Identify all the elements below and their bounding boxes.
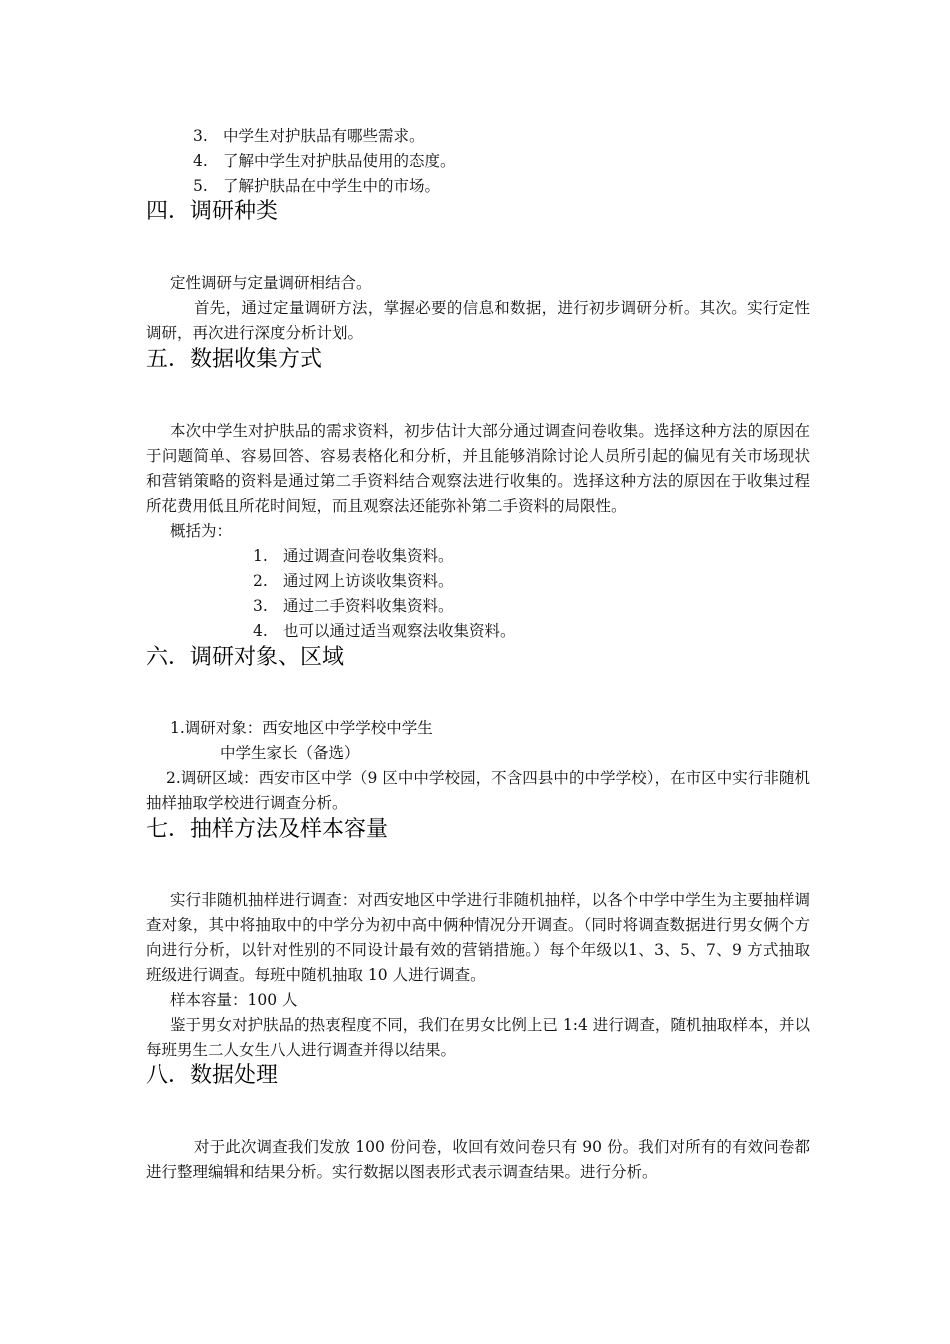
list-item: 5. 了解护肤品在中学生中的市场。 xyxy=(193,177,441,195)
paragraph: 1.调研对象：西安地区中学学校中学生 xyxy=(170,719,433,737)
list-item: 1. 通过调查问卷收集资料。 xyxy=(253,547,454,565)
paragraph: 鉴于男女对护肤品的热衷程度不同，我们在男女比例上已 1:4 进行调查，随机抽取样本，并以每班男生二人女生八人进行调查并得以结果。 xyxy=(146,1016,810,1059)
section-heading: 八．数据处理 xyxy=(146,1063,279,1088)
paragraph: 实行非随机抽样进行调查：对西安地区中学进行非随机抽样，以各个中学中学生为主要抽样调查对象，其中将抽取中的中学分为初中高中俩种情况分开调查。（同时将调查数据进行男女俩个方向进行分析，以针对性别的不同设计最有效的营销措施。）每个年级以1、3、5、7、9 方式抽取班级进行调查。每班中随机抽取 10 人进行调查。 xyxy=(146,891,810,984)
paragraph: 2.调研区域：西安市区中学（9 区中中学校园，不含四县中的中学学校），在市区中实行非随机抽样抽取学校进行调查分析。 xyxy=(146,769,810,812)
paragraph: 中学生家长（备选） xyxy=(220,744,360,762)
list-item: 2. 通过网上访谈收集资料。 xyxy=(253,572,454,590)
paragraph: 对于此次调查我们发放 100 份问卷，收回有效问卷只有 90 份。我们对所有的有效问卷都进行整理编辑和结果分析。实行数据以图表形式表示调查结果。进行分析。 xyxy=(146,1138,810,1181)
list-item: 4. 了解中学生对护肤品使用的态度。 xyxy=(193,152,456,170)
section-heading: 四．调研种类 xyxy=(146,199,279,224)
section-heading: 六．调研对象、区域 xyxy=(146,645,345,670)
list-item: 4. 也可以通过适当观察法收集资料。 xyxy=(253,622,516,640)
section-heading: 七．抽样方法及样本容量 xyxy=(146,817,389,842)
section-heading: 五．数据收集方式 xyxy=(146,347,323,372)
paragraph: 首先，通过定量调研方法，掌握必要的信息和数据，进行初步调研分析。其次。实行定性调研，再次进行深度分析计划。 xyxy=(146,299,810,342)
list-item: 3. 通过二手资料收集资料。 xyxy=(253,597,454,615)
list-item: 3. 中学生对护肤品有哪些需求。 xyxy=(193,127,425,145)
paragraph: 样本容量：100 人 xyxy=(170,991,298,1009)
paragraph: 定性调研与定量调研相结合。 xyxy=(170,274,372,292)
paragraph: 本次中学生对护肤品的需求资料，初步估计大部分通过调查问卷收集。选择这种方法的原因在于问题简单、容易回答、容易表格化和分析，并且能够消除讨论人员所引起的偏见有关市场现状和营销策略的资料是通过第二手资料结合观察法进行收集的。选择这种方法的原因在于收集过程所花费用低且所花时间短，而且观察法还能弥补第二手资料的局限性。 xyxy=(146,422,810,515)
paragraph: 概括为： xyxy=(170,522,233,540)
